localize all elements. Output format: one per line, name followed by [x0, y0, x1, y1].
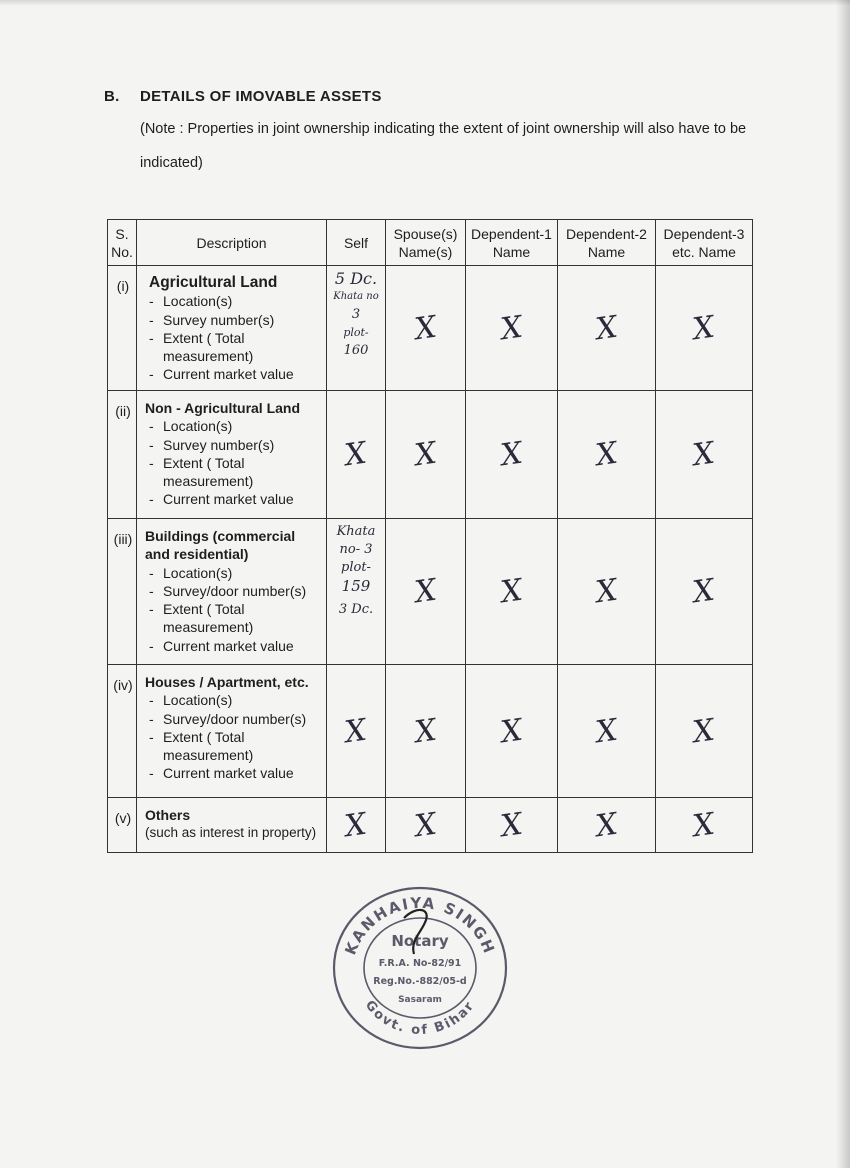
section-title: DETAILS OF IMOVABLE ASSETS — [140, 88, 382, 105]
spouse-cross-mark — [386, 665, 466, 798]
row-description — [137, 519, 327, 665]
row-description — [137, 665, 327, 798]
cross-mark: X — [412, 572, 439, 611]
dependent-2-cross-mark — [558, 798, 656, 853]
notary-seal — [330, 884, 510, 1052]
handwritten-line: 159 — [341, 577, 371, 595]
dependent-2-cross-mark — [558, 391, 656, 519]
row-item: - Extent ( Total measurement) — [145, 728, 322, 765]
header-spouse: Spouse(s) Name(s) — [386, 220, 466, 266]
header-row — [108, 220, 753, 266]
immovable-assets-table — [107, 219, 753, 853]
cross-mark: X — [412, 806, 439, 844]
row-description — [137, 391, 327, 519]
seal-top-arc-path: KANHAIYA SINGH — [341, 893, 499, 958]
row-item: - Survey number(s) — [145, 311, 322, 329]
row-title: Others — [145, 807, 191, 823]
row-title: Buildings (commercial — [145, 528, 296, 544]
seal-bottom-arc-path: Govt. of Bihar — [361, 997, 479, 1039]
section-note: (Note : Properties in joint ownership indicating the extent of joint ownership will also have to be indicated) — [140, 121, 747, 171]
row-item: - Location(s) — [145, 691, 322, 709]
dependent-3-cross-mark — [656, 665, 753, 798]
self-handwritten-entry — [327, 519, 386, 665]
dependent-1-cross-mark — [466, 519, 558, 665]
cross-mark: X — [498, 309, 525, 347]
cross-mark: X — [593, 712, 620, 750]
cross-mark: X — [412, 435, 439, 474]
spouse-cross-mark — [386, 519, 466, 665]
dependent-1-cross-mark — [466, 665, 558, 798]
row-title: Houses / Apartment, etc. — [145, 674, 309, 690]
row-item: - Location(s) — [145, 564, 322, 582]
cross-mark: X — [498, 806, 525, 844]
row-item: - Current market value — [145, 764, 322, 782]
row-item: - Current market value — [145, 365, 322, 383]
header-self: Self — [327, 220, 386, 266]
row-description — [137, 798, 327, 853]
self-cross-mark — [327, 665, 386, 798]
section-letter: B. — [104, 88, 120, 105]
table-row — [108, 798, 753, 853]
spouse-cross-mark — [386, 266, 466, 391]
row-subtitle: (such as interest in property) — [145, 825, 317, 841]
row-sno: (iii) — [108, 519, 137, 665]
row-item: - Extent ( Total measurement) — [145, 329, 322, 366]
dependent-1-cross-mark — [466, 798, 558, 853]
table-row — [108, 665, 753, 798]
spouse-cross-mark — [386, 391, 466, 519]
dependent-3-cross-mark — [656, 266, 753, 391]
row-description — [137, 266, 327, 391]
header-dependent-3: Dependent-3 etc. Name — [656, 220, 753, 266]
table-row — [108, 266, 753, 391]
cross-mark: X — [498, 572, 525, 611]
cross-mark: X — [690, 806, 718, 844]
seal-line-notary: Notary — [391, 932, 449, 950]
handwritten-line: 3 Dc. — [338, 602, 374, 617]
cross-mark: X — [593, 309, 620, 347]
handwritten-line: 3 — [351, 307, 361, 322]
dependent-2-cross-mark — [558, 266, 656, 391]
dependent-3-cross-mark — [656, 391, 753, 519]
page-edge-shadow — [836, 0, 850, 1168]
row-item: - Survey/door number(s) — [145, 710, 322, 728]
dependent-2-cross-mark — [558, 665, 656, 798]
row-item: - Survey number(s) — [145, 436, 322, 454]
cross-mark: X — [593, 572, 620, 611]
cross-mark: X — [412, 712, 439, 750]
row-item: - Extent ( Total measurement) — [145, 454, 322, 491]
header-dependent-2: Dependent-2 Name — [558, 220, 656, 266]
seal-line-fra: F.R.A. No-82/91 — [378, 958, 462, 969]
cross-mark: X — [690, 309, 718, 347]
header-dependent-1: Dependent-1 Name — [466, 220, 558, 266]
row-sno: (i) — [108, 266, 137, 391]
handwritten-line: plot- — [341, 560, 371, 575]
row-sno: (iv) — [108, 665, 137, 798]
cross-mark: X — [498, 435, 525, 474]
dependent-3-cross-mark — [656, 519, 753, 665]
dependent-2-cross-mark — [558, 519, 656, 665]
handwritten-line: Khata no — [333, 291, 379, 302]
cross-mark: X — [690, 435, 718, 474]
row-item: - Location(s) — [145, 292, 322, 310]
table-row — [108, 519, 753, 665]
row-sno: (v) — [108, 798, 137, 853]
handwritten-line: 5 Dc. — [334, 269, 378, 288]
dependent-3-cross-mark — [656, 798, 753, 853]
self-cross-mark — [327, 798, 386, 853]
row-item: - Survey/door number(s) — [145, 582, 322, 600]
row-sno: (ii) — [108, 391, 137, 519]
handwritten-line: Khata — [336, 524, 376, 539]
cross-mark: X — [690, 712, 718, 750]
self-handwritten-entry — [327, 266, 386, 391]
cross-mark: X — [342, 435, 370, 474]
row-title: Non - Agricultural Land — [145, 400, 301, 416]
dependent-1-cross-mark — [466, 266, 558, 391]
section-heading — [104, 88, 382, 105]
page-top-edge — [0, 0, 850, 6]
dependent-1-cross-mark — [466, 391, 558, 519]
table-row — [108, 391, 753, 519]
cross-mark: X — [498, 712, 525, 750]
seal-line-place: Sasaram — [398, 995, 442, 1005]
handwritten-line: plot- — [343, 326, 369, 339]
row-title-continued: and residential) — [145, 546, 249, 563]
cross-mark: X — [690, 572, 718, 611]
handwritten-line: 160 — [343, 343, 369, 358]
cross-mark: X — [342, 806, 370, 844]
seal-line-reg: Reg.No.-882/05-d — [373, 976, 467, 987]
cross-mark: X — [412, 309, 439, 347]
cross-mark: X — [342, 712, 370, 750]
row-item: - Extent ( Total measurement) — [145, 600, 322, 637]
self-cross-mark — [327, 391, 386, 519]
cross-mark: X — [593, 806, 620, 844]
spouse-cross-mark — [386, 798, 466, 853]
header-description: Description — [137, 220, 327, 266]
handwritten-line: no- 3 — [339, 542, 373, 557]
cross-mark: X — [593, 435, 620, 474]
row-item: - Location(s) — [145, 417, 322, 435]
row-title: Agricultural Land — [149, 274, 278, 291]
header-sno: S. No. — [108, 220, 137, 266]
row-item: - Current market value — [145, 637, 322, 655]
row-item: - Current market value — [145, 490, 322, 508]
